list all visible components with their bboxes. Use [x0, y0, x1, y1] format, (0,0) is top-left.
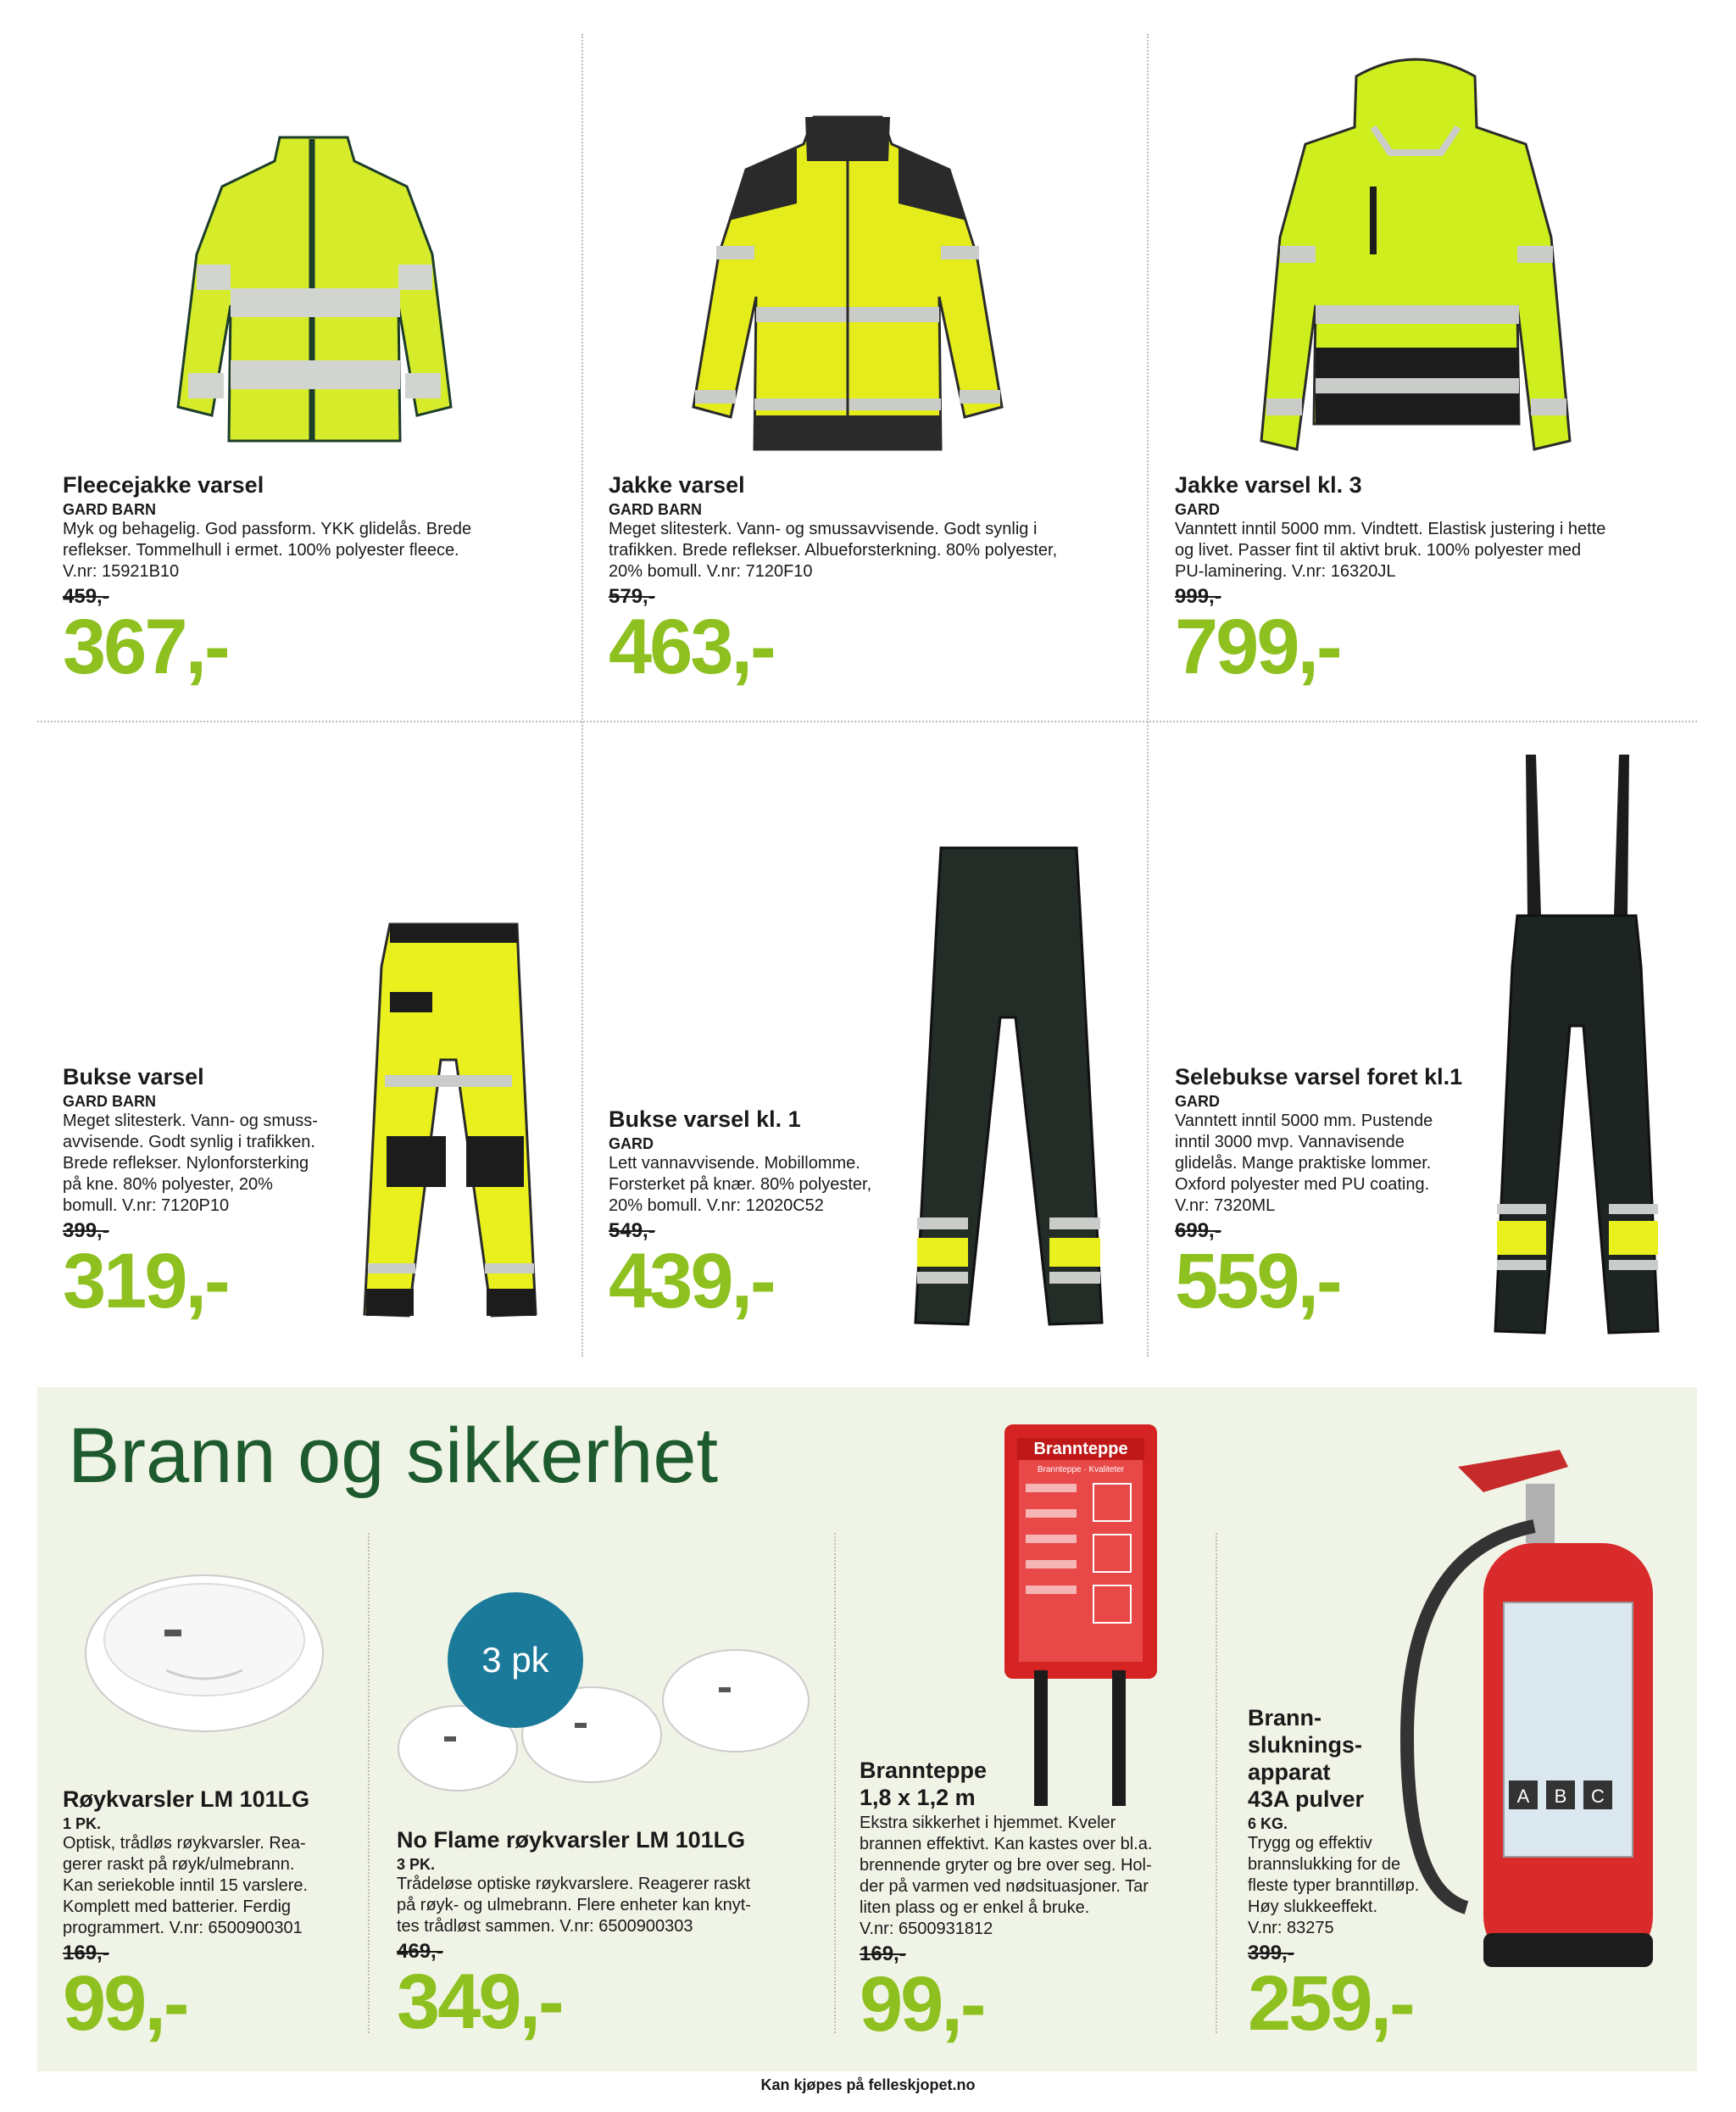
work-jacket-image: [670, 110, 1026, 458]
product-fleecejakke: [63, 471, 554, 688]
product-price: 99,-: [860, 1961, 984, 2048]
product-brand: GARD: [1175, 501, 1220, 518]
product-title: Fleecejakke varsel: [63, 472, 264, 498]
footer-text: Kan kjøpes på felleskjopet.no: [760, 2076, 976, 2093]
product-description: Trygg og effektiv brannslukking for de fleste typer branntilløp. Høy slukkeeffekt. V.nr: 83275: [1248, 1834, 1420, 1937]
fire-blanket-sublabel: Brannteppe · Kvaliteter: [1037, 1465, 1125, 1474]
product-title: Bukse varsel: [63, 1064, 204, 1089]
product-price: 367,-: [63, 604, 228, 690]
product-title: Jakke varsel kl. 3: [1175, 472, 1362, 498]
black-trousers-image: [907, 839, 1110, 1331]
trousers-image: [356, 916, 542, 1323]
product-old-price: 399,-: [1248, 1942, 1294, 1964]
product-old-price: 549,-: [609, 1219, 655, 1242]
product-price: 439,-: [609, 1238, 774, 1324]
product-brand: GARD: [609, 1135, 654, 1152]
product-old-price: 399,-: [63, 1219, 109, 1242]
smoke-detector-image: [81, 1552, 327, 1747]
fire-blanket-label: Brannteppe: [1033, 1440, 1128, 1458]
product-title: Røykvarsler LM 101LG: [63, 1786, 310, 1812]
product-brannteppe: [860, 1757, 1199, 2048]
product-description: Vanntett inntil 5000 mm. Vindtett. Elastisk justering i hette og livet. Passer fint til aktivt bruk. 100% polyester med PU-laminering. V.nr: 16320JL: [1175, 520, 1606, 581]
product-royk-varsler: [63, 1786, 359, 2047]
product-description: Meget slitesterk. Vann- og smussavvisende. Godt synlig i trafikken. Brede reflekser. Albueforsterkning. 80% polyester, 20% bomull. V.nr: 7120F10: [609, 520, 1058, 581]
bib-trousers-image: [1492, 746, 1661, 1340]
product-title: Jakke varsel: [609, 472, 745, 498]
product-old-price: 459,-: [63, 585, 109, 608]
extinguisher-class-label: A: [1516, 1786, 1530, 1807]
product-price: 463,-: [609, 604, 774, 690]
product-old-price: 169,-: [63, 1942, 109, 1964]
product-description: Vanntett inntil 5000 mm. Pustende inntil 3000 mvp. Vannavisende glidelås. Mange praktiske lommer. Oxford polyester med PU coating. V.nr: 7320ML: [1175, 1112, 1433, 1215]
grid-divider: [1147, 34, 1149, 1357]
product-description: Trådeløse optiske røykvarslere. Reagerer raskt på røyk- og ulmebrann. Flere enheter kan knyt- tes trådløst sammen. V.nr: 6500900303: [397, 1875, 751, 1936]
product-brannslukningsapparat: [1248, 1704, 1485, 2047]
section-title: Brann og sikkerhet: [68, 1413, 719, 1499]
product-description: Ekstra sikkerhet i hjemmet. Kveler brannen effektivt. Kan kastes over bl.a. brennende gryter og bre over seg. Hol- der på varmen ved nødsituasjoner. Tar liten plass og er enkel å bruke. V.nr: 6500931812: [860, 1814, 1153, 1938]
product-title: Bukse varsel kl. 1: [609, 1106, 801, 1132]
product-old-price: 579,-: [609, 585, 655, 608]
grid-divider: [368, 1533, 370, 2033]
product-no-flame: [397, 1826, 821, 2045]
product-price: 99,-: [63, 1960, 187, 2047]
product-price: 799,-: [1175, 604, 1340, 690]
product-selebukse: [1175, 1063, 1497, 1322]
product-title: No Flame røykvarsler LM 101LG: [397, 1827, 746, 1853]
product-price: 349,-: [397, 1959, 562, 2045]
product-old-price: 999,-: [1175, 585, 1221, 608]
product-jakke-varsel-kl3: [1175, 471, 1683, 688]
product-brand: GARD BARN: [63, 1093, 156, 1110]
product-title: Brann- sluknings- apparat 43A pulver: [1248, 1705, 1365, 1812]
product-old-price: 699,-: [1175, 1219, 1221, 1242]
product-price: 559,-: [1175, 1238, 1340, 1324]
product-description: Optisk, trådløs røykvarsler. Rea- gerer raskt på røyk/ulmebrann. Kan seriekoble inntil 15 varslere. Komplett med batterier. Ferdig programmert. V.nr: 6500900301: [63, 1834, 309, 1937]
product-title: Brannteppe 1,8 x 1,2 m: [860, 1758, 988, 1810]
grid-divider: [37, 721, 1697, 722]
grid-divider: [581, 34, 583, 1357]
product-jakke-varsel: [609, 471, 1134, 688]
product-bukse-varsel-kl1: [609, 1106, 914, 1322]
extinguisher-class-label: B: [1554, 1786, 1567, 1807]
product-price: 319,-: [63, 1238, 228, 1324]
class3-jacket-image: [1255, 51, 1577, 458]
fleece-jacket-image: [153, 127, 475, 449]
fire-blanket-image: [1000, 1407, 1161, 1814]
product-brand: 6 KG.: [1248, 1815, 1288, 1832]
product-description: Lett vannavvisende. Mobillomme. Forsterket på knær. 80% polyester, 20% bomull. V.nr: 12020C52: [609, 1154, 872, 1215]
product-bukse-varsel: [63, 1063, 368, 1322]
product-old-price: 469,-: [397, 1940, 443, 1963]
product-brand: 3 PK.: [397, 1856, 436, 1873]
product-old-price: 169,-: [860, 1942, 906, 1965]
grid-divider: [1216, 1533, 1217, 2033]
product-brand: GARD BARN: [609, 501, 702, 518]
extinguisher-class-label: C: [1591, 1786, 1605, 1807]
product-price: 259,-: [1248, 1960, 1413, 2047]
three-pack-badge: 3 pk: [448, 1592, 583, 1728]
product-title: Selebukse varsel foret kl.1: [1175, 1064, 1463, 1089]
product-brand: GARD BARN: [63, 501, 156, 518]
product-description: Myk og behagelig. God passform. YKK glidelås. Brede reflekser. Tommelhull i ermet. 100% polyester fleece. V.nr: 15921B10: [63, 520, 472, 581]
product-brand: 1 PK.: [63, 1815, 102, 1832]
product-description: Meget slitesterk. Vann- og smuss- avvisende. Godt synlig i trafikken. Brede reflekser. Nylonforsterking på kne. 80% polyester, 20% bomull. V.nr: 7120P10: [63, 1112, 318, 1215]
product-brand: GARD: [1175, 1093, 1220, 1110]
grid-divider: [834, 1533, 836, 2033]
